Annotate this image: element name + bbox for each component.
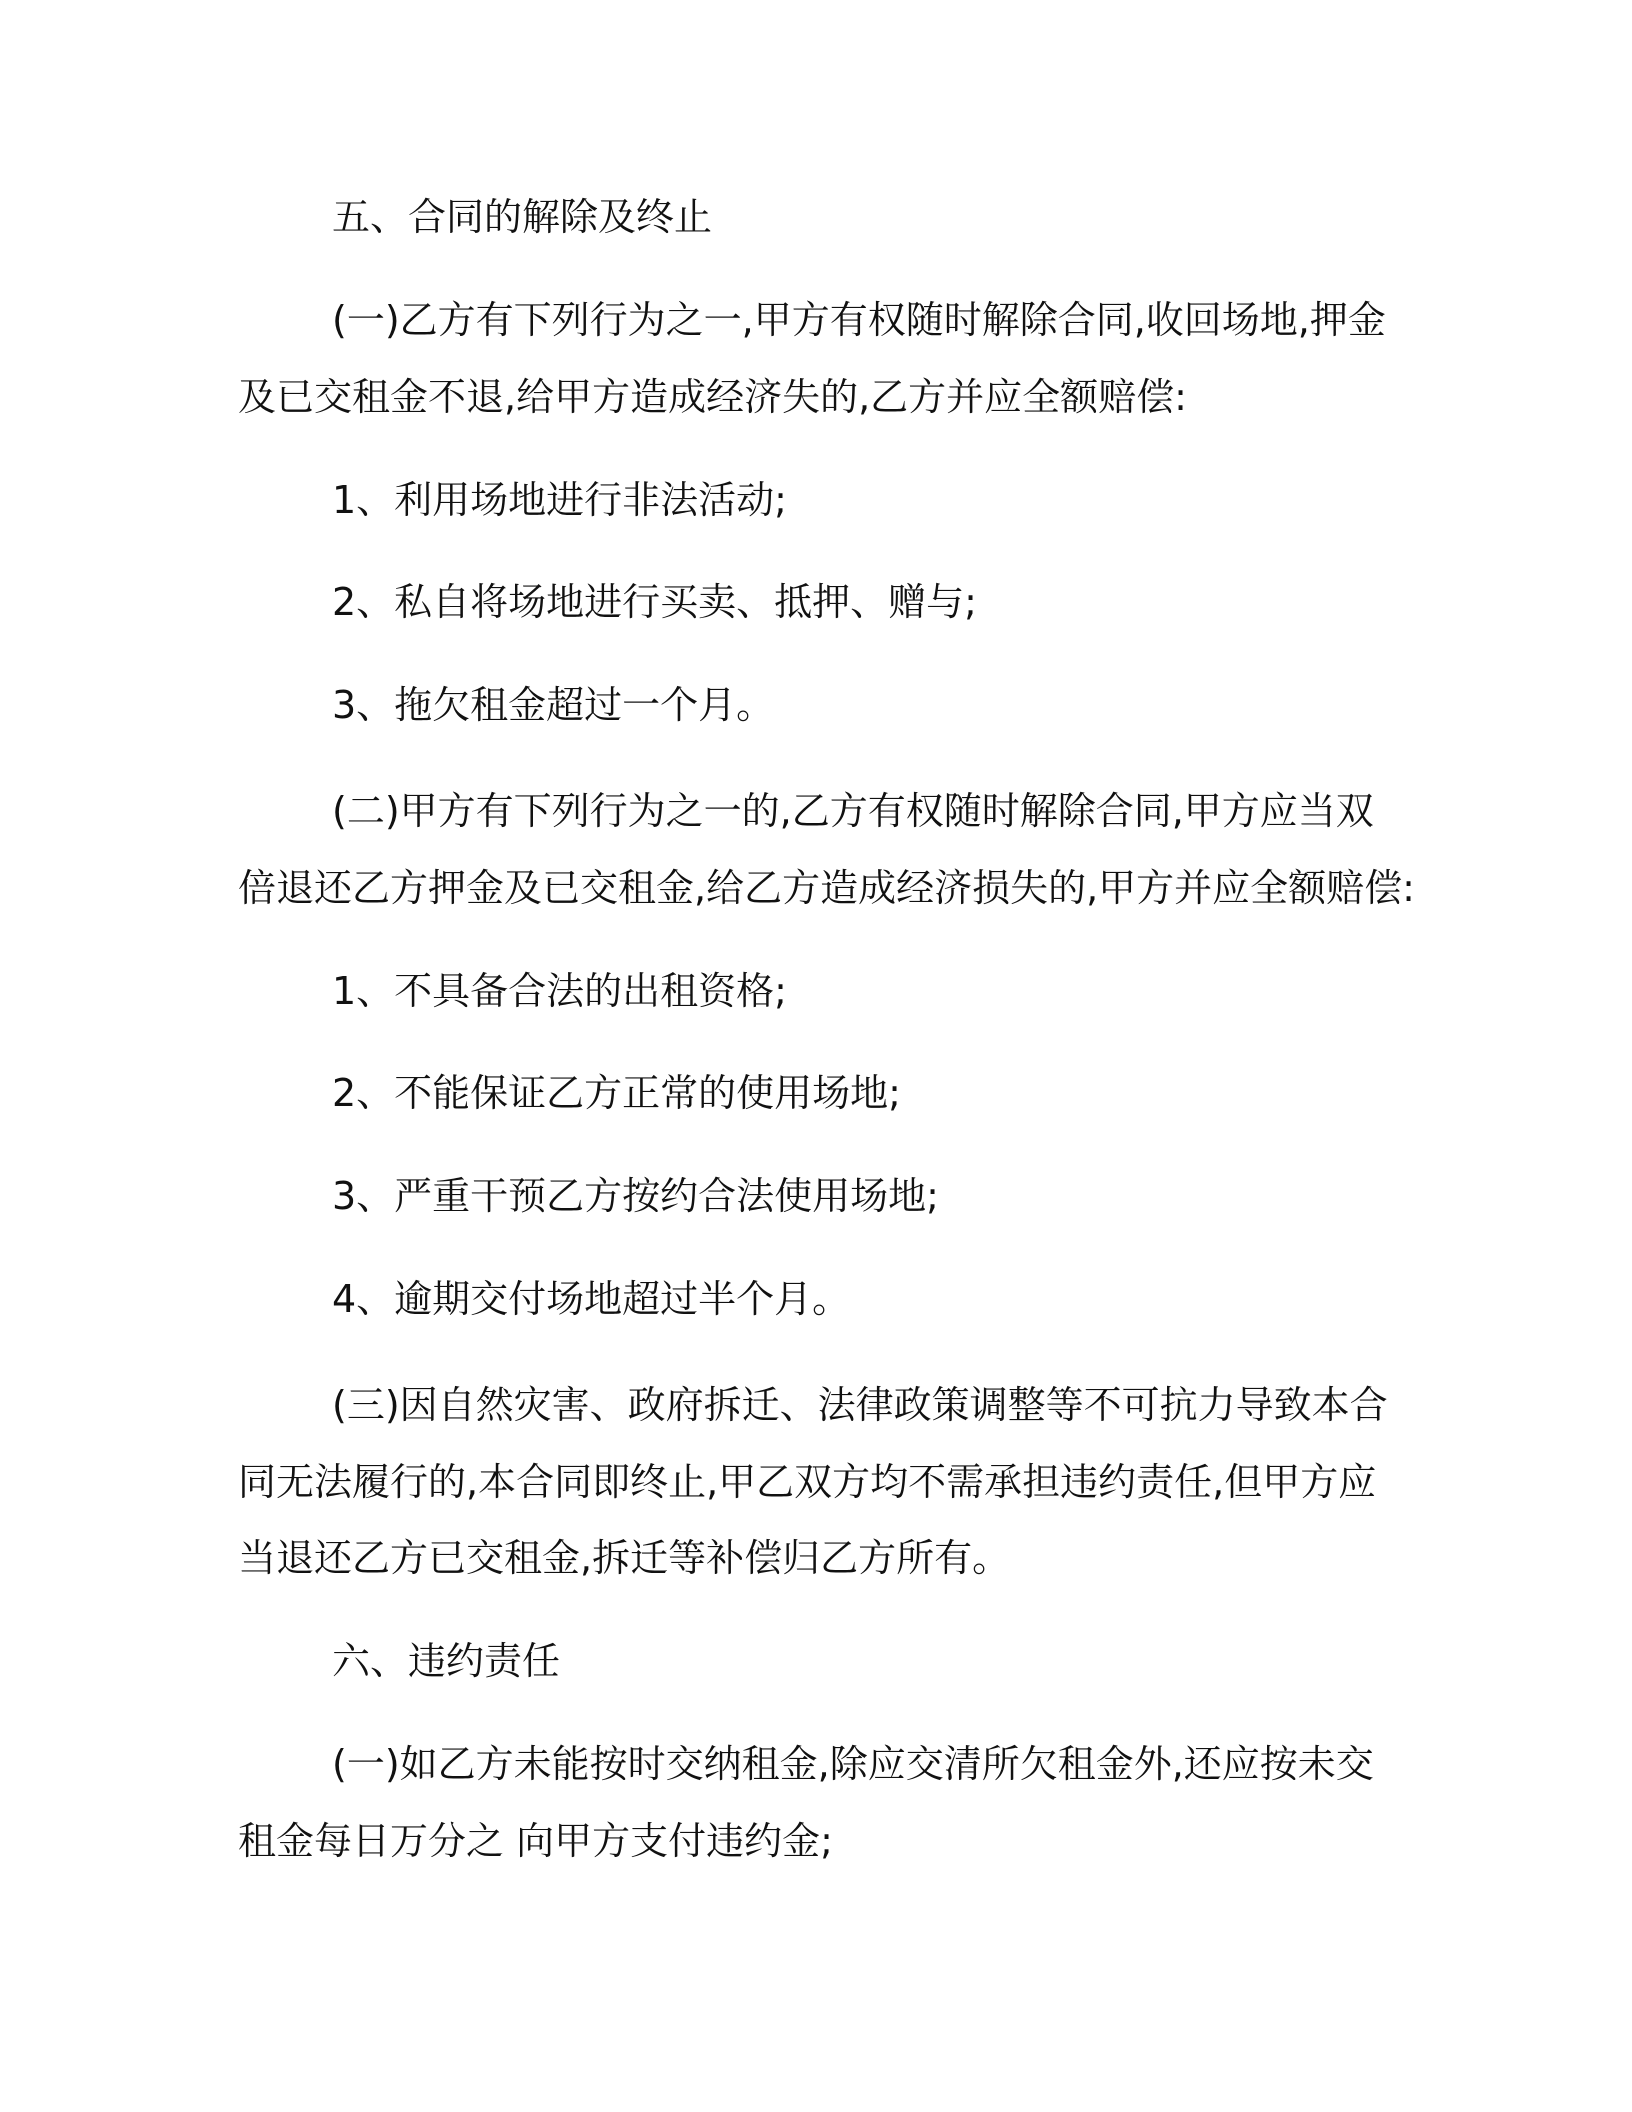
clause-1-item-2: 2、私自将场地进行买卖、抵押、赠与; (332, 580, 977, 624)
clause-1-line-1: (一)乙方有下列行为之一,甲方有权随时解除合同,收回场地,押金 (332, 298, 1386, 342)
section-heading-termination: 五、合同的解除及终止 (332, 195, 713, 239)
clause-2-item-3: 3、严重干预乙方按约合法使用场地; (332, 1174, 939, 1218)
clause-1-item-3: 3、拖欠租金超过一个月。 (332, 683, 775, 727)
clause-3-line-3: 当退还乙方已交租金,拆迁等补偿归乙方所有。 (238, 1536, 1011, 1580)
clause-2-line-1: (二)甲方有下列行为之一的,乙方有权随时解除合同,甲方应当双 (332, 789, 1374, 833)
clause-2-item-4: 4、逾期交付场地超过半个月。 (332, 1277, 851, 1321)
clause-1-item-1: 1、利用场地进行非法活动; (332, 478, 787, 522)
clause-2-line-2: 倍退还乙方押金及已交租金,给乙方造成经济损失的,甲方并应全额赔偿: (238, 866, 1415, 910)
clause-2-item-1: 1、不具备合法的出租资格; (332, 969, 787, 1013)
clause-2-item-2: 2、不能保证乙方正常的使用场地; (332, 1071, 901, 1115)
clause-3-line-1: (三)因自然灾害、政府拆迁、法律政策调整等不可抗力导致本合 (332, 1383, 1388, 1427)
clause-6-1-line-2: 租金每日万分之 向甲方支付违约金; (238, 1819, 833, 1863)
clause-1-line-2: 及已交租金不退,给甲方造成经济失的,乙方并应全额赔偿: (238, 375, 1187, 419)
section-heading-liability: 六、违约责任 (332, 1639, 561, 1683)
clause-3-line-2: 同无法履行的,本合同即终止,甲乙双方均不需承担违约责任,但甲方应 (238, 1460, 1377, 1504)
clause-6-1-line-1: (一)如乙方未能按时交纳租金,除应交清所欠租金外,还应按未交 (332, 1742, 1374, 1786)
